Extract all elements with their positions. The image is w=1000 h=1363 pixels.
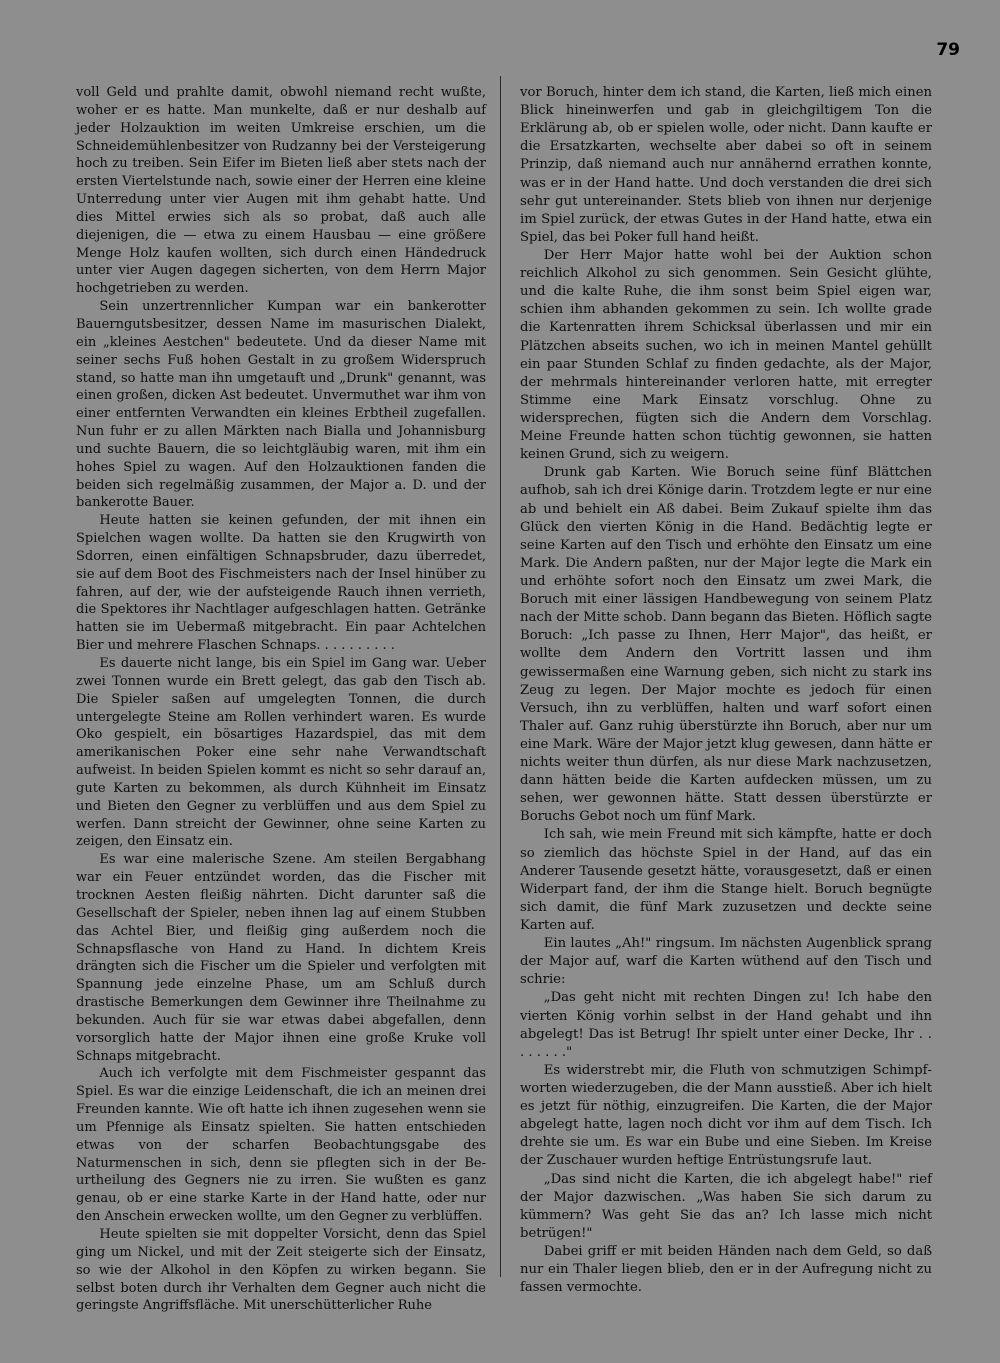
paragraph: Drunk gab Karten. Wie Boruch seine fünf Blättchen aufhob, sah ich drei Könige darin. Trotzdem legte er nur eine ab und behielt ein Aß dabei. Beim Zukauf spielte ihm das Glück den vierten König in die Hand. Bedächtig legte er seine Karten auf den Tisch und erhöhte den Einsatz um eine Mark. Die Andern paßten, nur der Major legte die Mark ein und erhöhte sofort noch den Einsatz um zwei Mark, die Boruch mit einer lässigen Handbewegung von seinem Platz nach der Mitte schob. Dann begann das Bieten. Höflich sagte Boruch: „Ich passe zu Ihnen, Herr Major", das heißt, er wollte dem Andern den Vortritt lassen und ihm gewissermaßen eine Warnung geben, sich nicht zu stark ins Zeug zu legen. Der Major mochte es jedoch für einen Versuch, ihn zu verblüffen, halten und warf sofort einen Thaler auf. Ganz ruhig überstürzte ihn Boruch, aber nur um eine Mark. Wäre der Major jetzt klug gewesen, dann hätte er nichts weiter thun dürfen, als nur diese Mark nachzusetzen, dann hätten beide die Karten aufdecken müssen, um zu sehen, wer gewonnen hätte. Statt dessen überstürzte er Boruchs Gebot noch um fünf Mark. (520, 465, 932, 825)
paragraph: Auch ich verfolgte mit dem Fischmeister gespannt das Spiel. Es war die einzige Leidenschaft, die ich an meinen drei Freunden kannte. Wie oft hatte ich ihnen zugesehen wenn sie um Pfennige als Einsatz spielten. Sie hatten entschieden etwas von der scharfen Beobachtungsgabe des Naturmenschen in sich, denn sie pflegten sich in der Beurtheilung des Gegners nie zu irren. Sie wußten es ganz genau, ob er eine starke Karte in der Hand hatte, oder nur den Anschein erwecken wollte, um den Gegner zu verblüffen. (76, 1066, 486, 1225)
paragraph: Sein unzertrennlicher Kumpan war ein bankerotter Bauerngutsbesitzer, dessen Name im masurischen Dialekt, ein „kleines Aestchen" bedeutete. Und da dieser Name mit seiner sechs Fuß hohen Gestalt in zu großem Widerspruch stand, so hatte man ihn umgetauft und „Drunk" genannt, was einen großen, dicken Ast bedeutet. Unvermuthet war ihm von einer entfernten Verwandten ein kleines Erbtheil zugefallen. Nun fuhr er zu allen Märkten nach Bialla und Johannisburg und suchte Bauern, die so leichtgläubig waren, mit ihm ein hohes Spiel zu wagen. Auf den Holzauktionen fanden die beiden sich regelmäßig zusammen, der Major a. D. und der bankerotte Bauer. (76, 299, 486, 511)
paragraph: Heute spielten sie mit doppelter Vorsicht, denn das Spiel ging um Nickel, und mit der Zeit steigerte sich der Einsatz, so wie der Alkohol in den Köpfen zu wirken begann. Sie selbst boten durch ihr Verhalten dem Gegner auch nicht die geringste Angriffsfläche. Mit unerschütterlicher Ruhe (76, 1227, 486, 1314)
paragraph: Dabei griff er mit beiden Händen nach dem Geld, so daß nur ein Thaler liegen blieb, den er in der Aufregung nicht zu fassen vermochte. (520, 1244, 932, 1296)
paragraph: Ich sah, wie mein Freund mit sich kämpfte, hatte er doch so ziemlich das höchste Spiel in der Hand, auf das ein Anderer Tausende gesetzt hätte, vorausgesetzt, daß er einen Widerpart fand, der ihm die Stange hielt. Boruch begnügte sich damit, die fünf Mark zuzusetzen und deckte seine Karten auf. (520, 827, 932, 934)
paragraph: vor Boruch, hinter dem ich stand, die Karten, ließ mich einen Blick hineinwerfen und gab in gleichgiltigem Ton die Erklärung ab, ob er spielen wolle, oder nicht. Dann kaufte er die Ersatzkarten, wechselte aber dabei so oft in seinem Prinzip, daß niemand auch nur annähernd errathen konnte, was er in der Hand hatte. Und doch verstanden die drei sich sehr gut untereinander. Stets blieb von ihnen nur derjenige im Spiel zurück, der etwas Gutes in der Hand hatte, etwa ein Spiel, das bei Poker full hand heißt. (520, 85, 932, 245)
paragraph: „Das sind nicht die Karten, die ich abgelegt habe!" rief der Major dazwischen. „Was haben Sie sich darum zu kümmern? Was geht Sie das an? Ich lasse mich nicht betrügen!" (520, 1171, 932, 1241)
paragraph: Der Herr Major hatte wohl bei der Auktion schon reichlich Alkohol zu sich genommen. Sein Gesicht glühte, und die kalte Ruhe, die ihm sonst beim Spiel eigen war, schien ihm abhanden gekommen zu sein. Ich wollte grade die Kartenratten ihrem Schicksal überlassen und mir ein Plätzchen abseits suchen, wo ich in meinen Mantel gehüllt ein paar Stunden Schlaf zu finden gedachte, als der Major, der mehrmals hintereinander verloren hatte, mit erregter Stimme eine Mark Einsatz vorschlug. Ohne zu widersprechen, fügten sich die Andern dem Vorschlag. Meine Freunde hatten schon tüchtig gewonnen, sie hatten keinen Grund, sich zu weigern. (520, 247, 932, 463)
right-text-column (520, 84, 932, 1297)
paragraph: Es war eine malerische Szene. Am steilen Bergabhang war ein Feuer entzündet worden, das die Fischer mit trocknen Aesten fleißig nährten. Dicht darunter saß die Gesellschaft der Spieler, neben ihnen lag auf einem Stubben das Achtel Bier, und fleißig ging außerdem noch die Schnapsflasche von Hand zu Hand. In dichtem Kreis drängten sich die Fischer um die Spieler und verfolgten mit Spannung jede einzelne Phase, um am Schluß durch drastische Bemerkungen dem Gewinner ihre Theilnahme zu bekunden. Auch für sie war etwas dabei abgefallen, denn vorsorglich hatte der Major ihnen eine große Kruke voll Schnaps mitgebracht. (76, 852, 486, 1064)
column-divider (500, 76, 501, 1277)
paragraph: Ein lautes „Ah!" ringsum. Im nächsten Augenblick sprang der Major auf, warf die Karten wüthend auf den Tisch und schrie: (520, 936, 932, 988)
paragraph: Heute hatten sie keinen gefunden, der mit ihnen ein Spielchen wagen wollte. Da hatten sie den Krugwirth von Sdorren, einen einfältigen Schnapsbruder, dazu überredet, sie auf dem Boot des Fischmeisters nach der Insel hinüber zu fahren, auf der, wie der aufsteigende Rauch ihnen verrieth, die Spektores ihr Nachtlager aufgeschlagen hatten. Getränke hatten sie im Uebermaß mitgebracht. Ein paar Achtelchen Bier und mehrere Flaschen Schnaps. . . . . . . . . . (76, 513, 486, 654)
left-text-column (76, 84, 486, 1315)
paragraph: Es dauerte nicht lange, bis ein Spiel im Gang war. Ueber zwei Tonnen wurde ein Brett gelegt, das gab den Tisch ab. Die Spieler saßen auf umgelegten Tonnen, die durch untergelegte Steine am Rollen verhindert waren. Es wurde Oko gespielt, ein bösartiges Hazardspiel, das mit dem amerikanischen Poker eine sehr nahe Verwandtschaft aufweist. In beiden Spielen kommt es nicht so sehr darauf an, gute Karten zu bekommen, als durch Kühnheit im Einsatz und Bieten den Gegner zu verblüffen und aus dem Spiel zu werfen. Dann streicht der Gewinner, ohne seine Karten zu zeigen, den Einsatz ein. (76, 656, 486, 850)
paragraph: voll Geld und prahlte damit, obwohl niemand recht wußte, woher er es hatte. Man munkelte, daß er nur deshalb auf jeder Holzauktion im weiten Umkreise erschien, um die Schneidemühlenbesitzer von Rudzanny bei der Versteigerung hoch zu treiben. Sein Eifer im Bieten ließ aber stets nach der ersten Viertelstunde nach, sowie einer der Herren eine kleine Unterredung unter vier Augen mit ihm gehabt hatte. Und dies Mittel erwies sich als so probat, daß auch alle diejenigen, die — etwa zu einem Hausbau — eine größere Menge Holz kaufen wollten, sich durch einen Händedruck unter vier Augen dagegen sicherten, von dem Herrn Major hochgetrieben zu werden. (76, 85, 486, 297)
paragraph: „Das geht nicht mit rechten Dingen zu! Ich habe den vierten König vorhin selbst in der Hand gehabt und ihn abgelegt! Das ist Betrug! Ihr spielt unter einer Decke, Ihr . . . . . . . ." (520, 990, 932, 1060)
paragraph: Es widerstrebt mir, die Fluth von schmutzigen Schimpfworten wiederzugeben, die der Mann ausstieß. Aber ich hielt es jetzt für nöthig, einzugreifen. Die Karten, die der Major abgelegt hatte, lagen noch dicht vor ihm auf dem Tisch. Ich drehte sie um. Es war ein Bube und eine Sieben. Im Kreise der Zuschauer wurden heftige Entrüstungsrufe laut. (520, 1062, 932, 1169)
page-number: 79 (936, 40, 960, 60)
